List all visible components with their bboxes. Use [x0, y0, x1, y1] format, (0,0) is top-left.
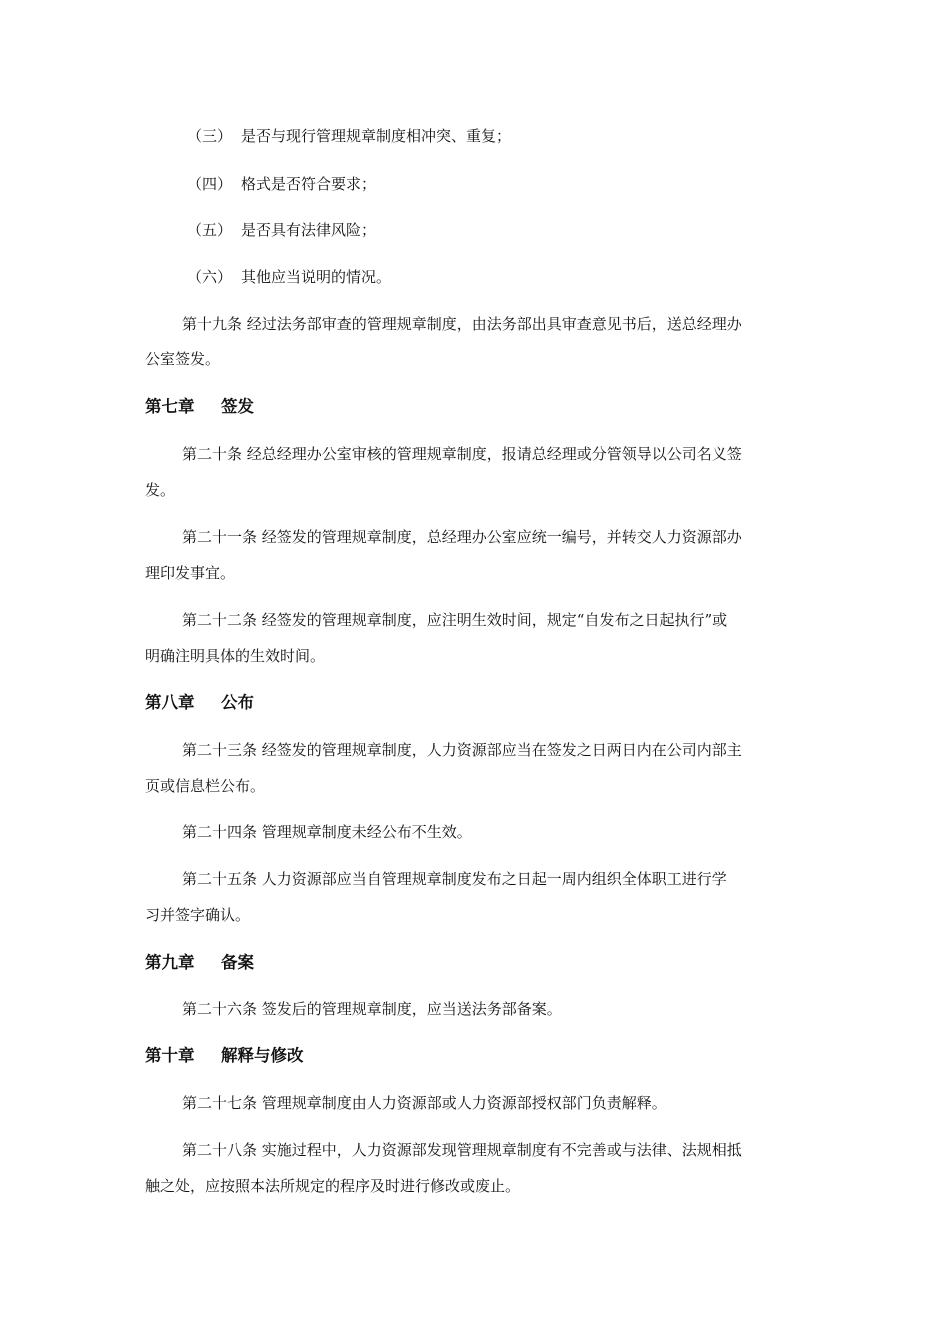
chapter-7-heading: [145, 396, 254, 418]
chapter-title: 签发: [221, 397, 254, 416]
chapter-10-heading: [145, 1045, 304, 1067]
article-19-line-1: 第十九条 经过法务部审查的管理规章制度，由法务部出具审查意见书后，送总经理办: [182, 315, 742, 333]
article-26-line-1: 第二十六条 签发后的管理规章制度，应当送法务部备案。: [182, 1000, 562, 1018]
article-19-line-2: 公室签发。: [145, 350, 221, 368]
article-27-line-1: 第二十七条 管理规章制度由人力资源部或人力资源部授权部门负责解释。: [182, 1094, 667, 1112]
article-20-line-2: 发。: [145, 481, 176, 499]
chapter-number: 第七章: [145, 397, 195, 416]
article-21-line-1: 第二十一条 经签发的管理规章制度，总经理办公室应统一编号，并转交人力资源部办: [182, 528, 742, 546]
item-number: （三）: [187, 127, 233, 145]
item-number: （六）: [187, 268, 233, 286]
chapter-8-heading: [145, 692, 254, 714]
item-number: （四）: [187, 175, 233, 193]
chapter-number: 第八章: [145, 693, 195, 712]
chapter-9-heading: [145, 952, 254, 974]
article-20-line-1: 第二十条 经总经理办公室审核的管理规章制度，报请总经理或分管领导以公司名义签: [182, 445, 742, 463]
article-25-line-1: 第二十五条 人力资源部应当自管理规章制度发布之日起一周内组织全体职工进行学: [182, 870, 727, 888]
chapter-title: 解释与修改: [221, 1046, 304, 1065]
item-text: 格式是否符合要求；: [241, 175, 377, 193]
chapter-title: 公布: [221, 693, 254, 712]
list-item: [187, 126, 511, 146]
list-item: [187, 220, 376, 240]
article-28-line-1: 第二十八条 实施过程中，人力资源部发现管理规章制度有不完善或与法律、法规相抵: [182, 1141, 742, 1159]
list-item: [187, 267, 391, 287]
article-28-line-2: 触之处，应按照本法所规定的程序及时进行修改或废止。: [145, 1177, 521, 1195]
article-22-line-1: 第二十二条 经签发的管理规章制度，应注明生效时间，规定“自发布之日起执行”或: [182, 611, 728, 629]
list-item: [187, 174, 376, 194]
article-23-line-1: 第二十三条 经签发的管理规章制度，人力资源部应当在签发之日两日内在公司内部主: [182, 741, 742, 759]
article-24-line-1: 第二十四条 管理规章制度未经公布不生效。: [182, 823, 472, 841]
article-25-line-2: 习并签字确认。: [145, 906, 251, 924]
article-21-line-2: 理印发事宜。: [145, 564, 236, 582]
chapter-number: 第九章: [145, 953, 195, 972]
chapter-number: 第十章: [145, 1046, 195, 1065]
chapter-title: 备案: [221, 953, 254, 972]
article-22-line-2: 明确注明具体的生效时间。: [145, 647, 326, 665]
article-23-line-2: 页或信息栏公布。: [145, 777, 266, 795]
item-text: 是否具有法律风险；: [241, 221, 377, 239]
item-number: （五）: [187, 221, 233, 239]
item-text: 其他应当说明的情况。: [241, 268, 392, 286]
item-text: 是否与现行管理规章制度相冲突、重复；: [241, 127, 512, 145]
